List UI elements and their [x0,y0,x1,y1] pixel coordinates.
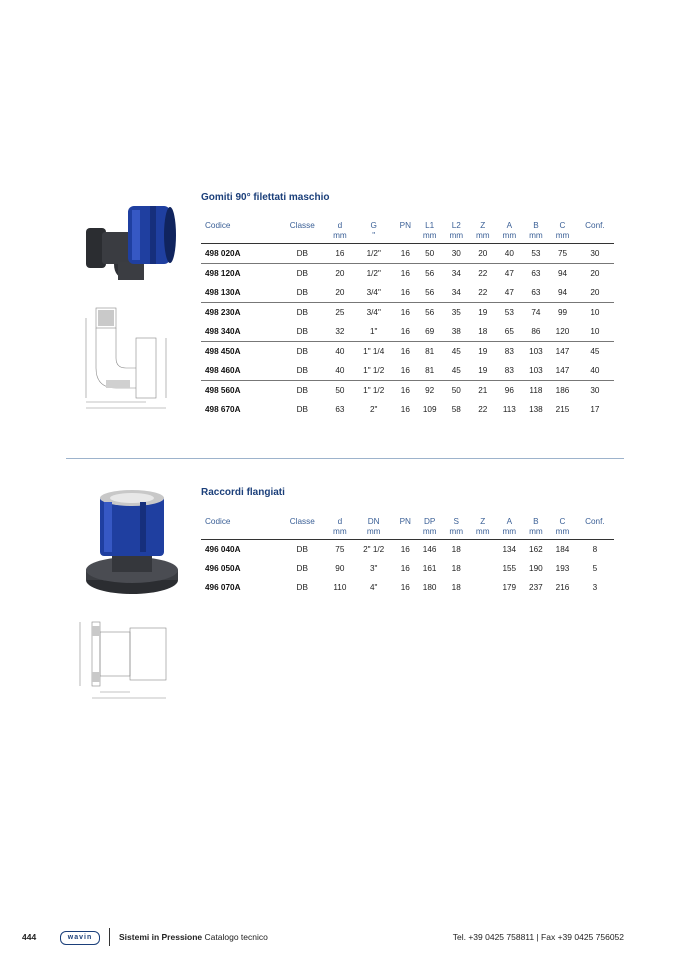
table-cell: DB [296,249,308,258]
column-header: Z mm [470,221,497,244]
table-cell: DB [278,303,327,323]
table-cell: 45 [451,366,461,375]
table-cell: 113 [502,405,516,414]
product-code: 498 340A [205,327,241,336]
product-code: 498 230A [201,303,278,323]
table-row [201,400,614,419]
table-cell: 3/4" [366,288,381,297]
table-cell: 155 [502,564,517,573]
table-cell: 96 [496,381,523,401]
table-cell: DB [296,366,308,375]
table-cell: 16 [394,264,416,284]
table-cell: 180 [422,583,437,592]
table-cell: DB [296,564,308,573]
table-cell: 161 [422,564,437,573]
column-header: Conf. [576,221,614,244]
column-header: Z mm [469,517,496,540]
table-cell: 20 [576,264,614,284]
table-cell: 30 [451,249,461,258]
column-header: DP mm [416,517,443,540]
column-header: PN [394,517,416,540]
table-cell: DB [296,327,308,336]
table-cell: 109 [422,405,437,414]
column-header: B mm [523,517,550,540]
table-cell: 138 [529,405,543,414]
elbow-fitting-photo [84,200,180,284]
table-cell: 53 [496,303,523,323]
table-cell: 2" 1/2 [363,545,385,554]
table-cell: 18 [478,327,488,336]
table-cell: 1" 1/2 [363,366,385,375]
table-cell: 86 [531,327,541,336]
column-header: Codice [201,517,278,540]
table-cell: 16 [400,405,410,414]
table-cell: 34 [451,288,461,297]
product-code: 498 120A [201,264,278,284]
table-cell: 45 [443,342,470,362]
table-cell: 63 [335,405,345,414]
wavin-logo: wavin [60,931,100,945]
table-cell: DB [278,264,327,284]
table-cell: 47 [504,288,514,297]
table-cell: 35 [443,303,470,323]
table-cell: 20 [327,264,354,284]
table-cell: 16 [400,327,410,336]
table-cell: 75 [557,249,568,258]
table-cell: 94 [549,264,576,284]
column-header: Classe [278,221,327,244]
table-cell: 63 [523,264,550,284]
table-cell: 162 [529,545,543,554]
table-cell: 19 [470,303,497,323]
table-row [201,559,614,578]
table-cell: 22 [478,405,488,414]
table-cell: DB [296,583,308,592]
table-row [201,322,614,342]
table-cell: DB [296,405,308,414]
table-cell: DB [278,381,327,401]
product-code: 496 050A [205,564,241,573]
table-cell: 193 [555,564,570,573]
table-cell: 40 [335,366,345,375]
column-header: G " [353,221,394,244]
table-cell: 16 [400,249,410,258]
product-code: 496 070A [205,583,241,592]
table-cell: 30 [576,381,614,401]
table-cell: 1/2" [366,249,381,258]
table-cell: 69 [425,327,435,336]
table-cell: 146 [422,545,437,554]
table-cell: 99 [549,303,576,323]
column-header: A mm [496,517,523,540]
table-cell: 75 [335,545,345,554]
footer-divider [109,928,110,946]
table-row [201,540,614,560]
table-cell: 3 [592,583,598,592]
table-cell: 56 [416,303,443,323]
flanged-technical-drawing [72,618,182,708]
table-cell: 90 [335,564,345,573]
table-cell [469,578,496,597]
table-cell: 40 [327,342,354,362]
table-cell: 16 [400,564,410,573]
column-header: L1 mm [416,221,443,244]
product-code: 498 670A [205,405,241,414]
table-cell: 1" 1/2 [353,381,394,401]
table-cell: 5 [592,564,598,573]
table-cell: 147 [549,342,576,362]
table-row [201,283,614,303]
table-cell: 32 [335,327,345,336]
table-cell: 65 [504,327,514,336]
table-cell: 38 [451,327,461,336]
column-header: C mm [549,517,576,540]
table-cell: 216 [555,583,570,592]
table-cell: 215 [555,405,570,414]
table-cell: 17 [590,405,600,414]
table-cell: 22 [470,264,497,284]
column-header: L2 mm [443,221,470,244]
product-code: 498 450A [201,342,278,362]
table-cell: 120 [555,327,570,336]
table-cell: 19 [478,366,488,375]
column-header: A mm [496,221,523,244]
table-cell: 22 [478,288,488,297]
product-code: 498 460A [205,366,241,375]
table-cell: 40 [590,366,600,375]
table-cell: 58 [451,405,461,414]
table-cell: 16 [335,249,345,258]
spec-table-raccordi [201,517,614,597]
table-cell: DB [296,288,308,297]
table-cell: 10 [590,327,600,336]
product-code: 498 130A [205,288,241,297]
table-row [201,361,614,381]
table-cell: 20 [478,249,488,258]
table-cell: 45 [576,342,614,362]
table-row [201,342,614,362]
table-row [201,381,614,401]
table-cell: 186 [549,381,576,401]
table-cell [469,540,496,560]
table-cell: 81 [425,366,435,375]
table-cell: 47 [496,264,523,284]
table-cell: 1/2" [353,264,394,284]
table-row [201,264,614,284]
table-cell: 3/4" [353,303,394,323]
table-cell: 18 [451,583,461,592]
table-cell: 81 [416,342,443,362]
column-header: PN [394,221,416,244]
table-cell: 190 [529,564,543,573]
contact-info: Tel. +39 0425 758811 | Fax +39 0425 756052 [452,932,624,942]
table-cell: 10 [576,303,614,323]
table-cell: 179 [502,583,517,592]
table-cell: 16 [394,381,416,401]
table-cell: 103 [529,366,543,375]
column-header: B mm [523,221,550,244]
table-cell: 63 [531,288,541,297]
table-cell: 18 [451,564,461,573]
table-cell: 1" [369,327,378,336]
table-cell: 110 [333,583,347,592]
page-footer [0,928,678,948]
table-cell: 34 [443,264,470,284]
column-header: Classe [278,517,327,540]
table-cell: 16 [394,303,416,323]
table-cell: 103 [523,342,550,362]
table-row [201,244,614,264]
table-cell: 25 [327,303,354,323]
table-cell: 147 [555,366,570,375]
table-cell: 184 [555,545,570,554]
column-header: d mm [327,517,354,540]
catalog-title: Sistemi in Pressione Catalogo tecnico [119,932,268,942]
table-cell: 8 [592,545,598,554]
table-cell: 50 [425,249,435,258]
column-header: Conf. [576,517,614,540]
section-title: Raccordi flangiati [201,487,285,498]
table-cell: 16 [400,366,410,375]
table-cell: 1" 1/4 [353,342,394,362]
table-cell: 56 [425,288,435,297]
table-cell: 4" [369,583,378,592]
table-cell: 53 [531,249,541,258]
table-cell: 83 [496,342,523,362]
table-cell: 21 [470,381,497,401]
elbow-technical-drawing [76,298,176,418]
table-row [201,578,614,597]
table-cell: 83 [504,366,514,375]
table-cell: 20 [335,288,345,297]
table-cell: 56 [416,264,443,284]
column-header: Codice [201,221,278,244]
table-cell: 237 [529,583,543,592]
table-cell: 50 [443,381,470,401]
table-cell [469,559,496,578]
table-cell: 16 [400,583,410,592]
flanged-fitting-photo [84,490,180,600]
product-code: 496 040A [205,545,241,554]
table-cell: 16 [400,288,410,297]
table-cell: 18 [451,545,461,554]
column-header: S mm [443,517,470,540]
table-cell: 19 [470,342,497,362]
table-cell: 134 [502,545,517,554]
spec-table-gomiti [201,221,614,419]
table-cell: 50 [327,381,354,401]
table-cell: 2" [369,405,378,414]
table-row [201,303,614,323]
page-number: 444 [22,932,37,942]
table-cell: 94 [557,288,568,297]
column-header: DN mm [353,517,394,540]
table-cell: 92 [416,381,443,401]
table-cell: 40 [504,249,514,258]
table-cell: 118 [523,381,550,401]
table-cell: 16 [394,342,416,362]
table-cell: 3" [369,564,378,573]
product-code: 498 020A [205,249,241,258]
table-cell: 16 [400,545,410,554]
table-cell: 74 [523,303,550,323]
product-code: 498 560A [201,381,278,401]
column-header: d mm [327,221,354,244]
table-cell: DB [296,545,308,554]
section-divider [66,458,624,459]
table-cell: DB [278,342,327,362]
section-title: Gomiti 90° filettati maschio [201,192,330,203]
column-header: C mm [549,221,576,244]
table-cell: 20 [590,288,600,297]
table-cell: 30 [590,249,600,258]
